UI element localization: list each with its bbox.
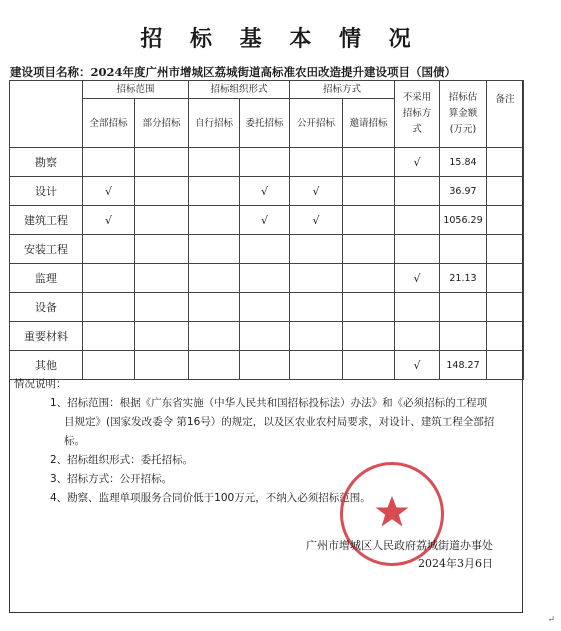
- row-amount: 15.84: [440, 148, 487, 177]
- row-remark: [487, 235, 524, 264]
- row-amount: 148.27: [440, 351, 487, 380]
- row-cell: [135, 235, 189, 264]
- row-cell: √: [395, 148, 440, 177]
- row-cell: [290, 235, 343, 264]
- row-cell: [189, 177, 240, 206]
- row-cell: [395, 322, 440, 351]
- row-amount: 36.97: [440, 177, 487, 206]
- row-cell: [343, 264, 395, 293]
- row-label: 建筑工程: [10, 206, 83, 235]
- note-item-4: 4、勘察、监理单项服务合同价低于100万元，不纳入必须招标范围。: [50, 492, 371, 504]
- row-cell: √: [395, 264, 440, 293]
- document-title: 招 标 基 本 情 况: [140, 26, 421, 52]
- header-self-bid: 自行招标: [189, 99, 240, 148]
- row-remark: [487, 264, 524, 293]
- row-cell: [83, 148, 135, 177]
- row-cell: [135, 264, 189, 293]
- row-remark: [487, 177, 524, 206]
- row-label: 重要材料: [10, 322, 83, 351]
- row-cell: √: [290, 177, 343, 206]
- row-cell: [240, 264, 290, 293]
- row-cell: [240, 235, 290, 264]
- row-cell: [343, 148, 395, 177]
- row-amount: [440, 322, 487, 351]
- row-remark: [487, 206, 524, 235]
- row-cell: [189, 293, 240, 322]
- row-cell: [83, 235, 135, 264]
- project-name: 建设项目名称：2024年度广州市增城区荔城街道高标准农田改造提升建设项目（国债）: [10, 65, 457, 79]
- row-cell: [83, 322, 135, 351]
- row-cell: [189, 148, 240, 177]
- row-label: 安装工程: [10, 235, 83, 264]
- header-entrusted-bid: 委托招标: [240, 99, 290, 148]
- row-cell: [343, 235, 395, 264]
- row-cell: [290, 322, 343, 351]
- row-cell: [343, 293, 395, 322]
- seal-star-icon: [374, 494, 410, 530]
- header-invited-bid: 邀请招标: [343, 99, 395, 148]
- header-remarks: 备注: [487, 81, 524, 148]
- row-cell: [135, 293, 189, 322]
- table-row: [10, 206, 524, 235]
- row-cell: [343, 177, 395, 206]
- row-cell: [290, 293, 343, 322]
- row-cell: √: [83, 177, 135, 206]
- bidding-table: [9, 80, 524, 380]
- row-amount: 1056.29: [440, 206, 487, 235]
- page-mark: ↵: [547, 615, 555, 625]
- note-item-2: 2、招标组织形式：委托招标。: [50, 454, 194, 466]
- header-blank: [10, 81, 83, 148]
- row-cell: [135, 148, 189, 177]
- row-cell: [395, 177, 440, 206]
- row-label: 监理: [10, 264, 83, 293]
- row-label: 勘察: [10, 148, 83, 177]
- signature-org: 广州市增城区人民政府荔城街道办事处: [306, 539, 493, 552]
- row-cell: [135, 206, 189, 235]
- row-cell: [135, 177, 189, 206]
- row-cell: [343, 322, 395, 351]
- row-remark: [487, 293, 524, 322]
- row-cell: [83, 293, 135, 322]
- notes-heading: 情况说明：: [14, 378, 67, 390]
- table-row: [10, 235, 524, 264]
- row-cell: √: [395, 351, 440, 380]
- table-row: [10, 322, 524, 351]
- row-cell: [343, 206, 395, 235]
- note-item-1-line-2: 目规定》(国家发改委令 第16号）的规定，以及区农业农村局要求，对设计、建筑工程全部招: [64, 416, 495, 428]
- table-row: [10, 264, 524, 293]
- header-partial-bid: 部分招标: [135, 99, 189, 148]
- row-cell: [189, 206, 240, 235]
- row-cell: √: [240, 206, 290, 235]
- row-amount: 21.13: [440, 264, 487, 293]
- row-amount: [440, 235, 487, 264]
- row-cell: [240, 148, 290, 177]
- row-remark: [487, 148, 524, 177]
- header-open-bid: 公开招标: [290, 99, 343, 148]
- notes-section: [14, 375, 518, 508]
- signature-date: 2024年3月6日: [418, 557, 493, 570]
- row-cell: [189, 235, 240, 264]
- row-cell: [240, 322, 290, 351]
- row-cell: [189, 264, 240, 293]
- row-amount: [440, 293, 487, 322]
- row-cell: [189, 322, 240, 351]
- header-estimate: 招标估 算金额 (万元): [440, 81, 487, 148]
- note-item-3: 3、招标方式：公开招标。: [50, 473, 173, 485]
- row-cell: [290, 148, 343, 177]
- row-cell: √: [240, 177, 290, 206]
- header-not-adopted: 不采用 招标方 式: [395, 81, 440, 148]
- row-cell: [240, 293, 290, 322]
- table-row: [10, 293, 524, 322]
- row-remark: [487, 322, 524, 351]
- row-cell: [135, 322, 189, 351]
- row-cell: [395, 235, 440, 264]
- row-cell: √: [290, 206, 343, 235]
- header-org-form: 招标组织形式: [189, 81, 290, 99]
- header-method: 招标方式: [290, 81, 395, 99]
- table-row: [10, 177, 524, 206]
- row-label: 设备: [10, 293, 83, 322]
- header-full-bid: 全部招标: [83, 99, 135, 148]
- row-cell: [395, 206, 440, 235]
- row-cell: [290, 264, 343, 293]
- note-item-1-line-1: 1、招标范围：根据《广东省实施（中华人民共和国招标投标法）办法》和《必须招标的工程项: [50, 397, 488, 409]
- row-cell: [83, 264, 135, 293]
- table-row: [10, 148, 524, 177]
- row-cell: √: [83, 206, 135, 235]
- row-label: 其他: [10, 351, 83, 380]
- row-cell: [395, 293, 440, 322]
- header-scope: 招标范围: [83, 81, 189, 99]
- row-label: 设计: [10, 177, 83, 206]
- note-item-1-line-3: 标。: [64, 435, 85, 447]
